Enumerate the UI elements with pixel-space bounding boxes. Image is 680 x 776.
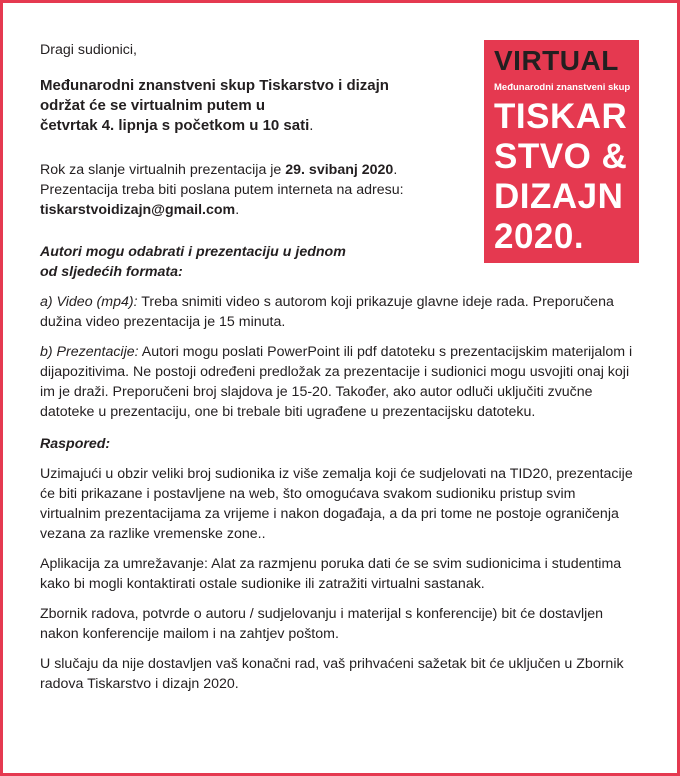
logo-subtitle: Međunarodni znanstveni skup	[494, 82, 631, 93]
abstract-paragraph: U slučaju da nije dostavljen vaš konačni rad, vaš prihvaćeni sažetak bit će uključen u Zbornik radova Tiskarstvo i dizajn 2020.	[40, 656, 624, 692]
schedule-heading: Raspored:	[40, 436, 111, 452]
networking-paragraph: Aplikacija za umrežavanje: Alat za razmjenu poruka dati će se svim sudionicima i studentima kako bi mogli kontaktirati ostale sudionike ili zatražiti virtualni sastanak.	[40, 556, 622, 592]
deadline-suffix: .	[393, 162, 398, 178]
formats-heading-line: od sljedećih formata:	[40, 264, 183, 280]
announcement-line: četvrtak 4. lipnja s početkom u 10 sati	[40, 117, 310, 134]
logo-virtual-label: VIRTUAL	[494, 45, 619, 76]
letter-body	[40, 40, 640, 704]
formats-heading	[40, 242, 470, 282]
contact-email[interactable]: tiskarstvoidizajn@gmail.com	[40, 202, 236, 218]
announcement-line: održat će se virtualnim putem u	[40, 97, 266, 114]
formats-heading-line: Autori mogu odabrati i prezentaciju u jednom	[40, 244, 346, 260]
presentation-format	[40, 342, 640, 422]
announcement	[40, 76, 470, 136]
video-text: Treba snimiti video s autorom koji prikazuje glavne ideje rada. Preporučena dužina video prezentacija je 15 minuta.	[40, 294, 614, 330]
intro-section	[40, 40, 470, 282]
submission-instructions: Prezentacija treba biti poslana putem interneta na adresu:	[40, 182, 404, 198]
presentation-text: Autori mogu poslati PowerPoint ili pdf datoteku s prezentacijskim materijalom i dijapozitivima. Ne postoji određeni predložak za prezentacije i sudionici mogu usvojiti onaj koji im je draži. Preporučeni broj slajdova je 15-20. Također, ako autor odluči uključiti zvučne datoteke u prezentaciju, one bi trebale biti ugrađene u prezentacijsku datoteku.	[40, 344, 633, 420]
deadline-prefix: Rok za slanje virtualnih prezentacija je	[40, 162, 286, 178]
logo-title-line: DIZAJN	[494, 177, 624, 216]
logo-title-line: 2020.	[494, 217, 585, 256]
presentation-label: b) Prezentacije:	[40, 344, 139, 360]
announcement-line: Međunarodni znanstveni skup Tiskarstvo i dizajn	[40, 77, 389, 94]
video-label: a) Video (mp4):	[40, 294, 138, 310]
email-suffix: .	[235, 202, 240, 218]
logo-title-line: TISKAR	[494, 97, 628, 136]
deadline-info	[40, 160, 470, 220]
schedule-paragraph: Uzimajući u obzir veliki broj sudionika iz više zemalja koji će sudjelovati na TID20, prezentacije će biti prikazane i postavljene na web, što omogućava svakom sudioniku pristup svim virtualnim prezentacijama za vrijeme i nakon događaja, a da pri tome ne postoje ograničenja vezana za razlike vremenske zone..	[40, 466, 633, 542]
greeting: Dragi sudionici,	[40, 42, 137, 58]
deadline-date: 29. svibanj 2020	[285, 162, 394, 178]
proceedings-paragraph: Zbornik radova, potvrde o autoru / sudjelovanju i materijal s konferencije) bit će dostavljen nakon konferencije mailom i na zahtjev poštom.	[40, 606, 604, 642]
video-format	[40, 292, 640, 332]
announcement-end: .	[309, 117, 314, 134]
logo-title-line: STVO &	[494, 137, 628, 176]
